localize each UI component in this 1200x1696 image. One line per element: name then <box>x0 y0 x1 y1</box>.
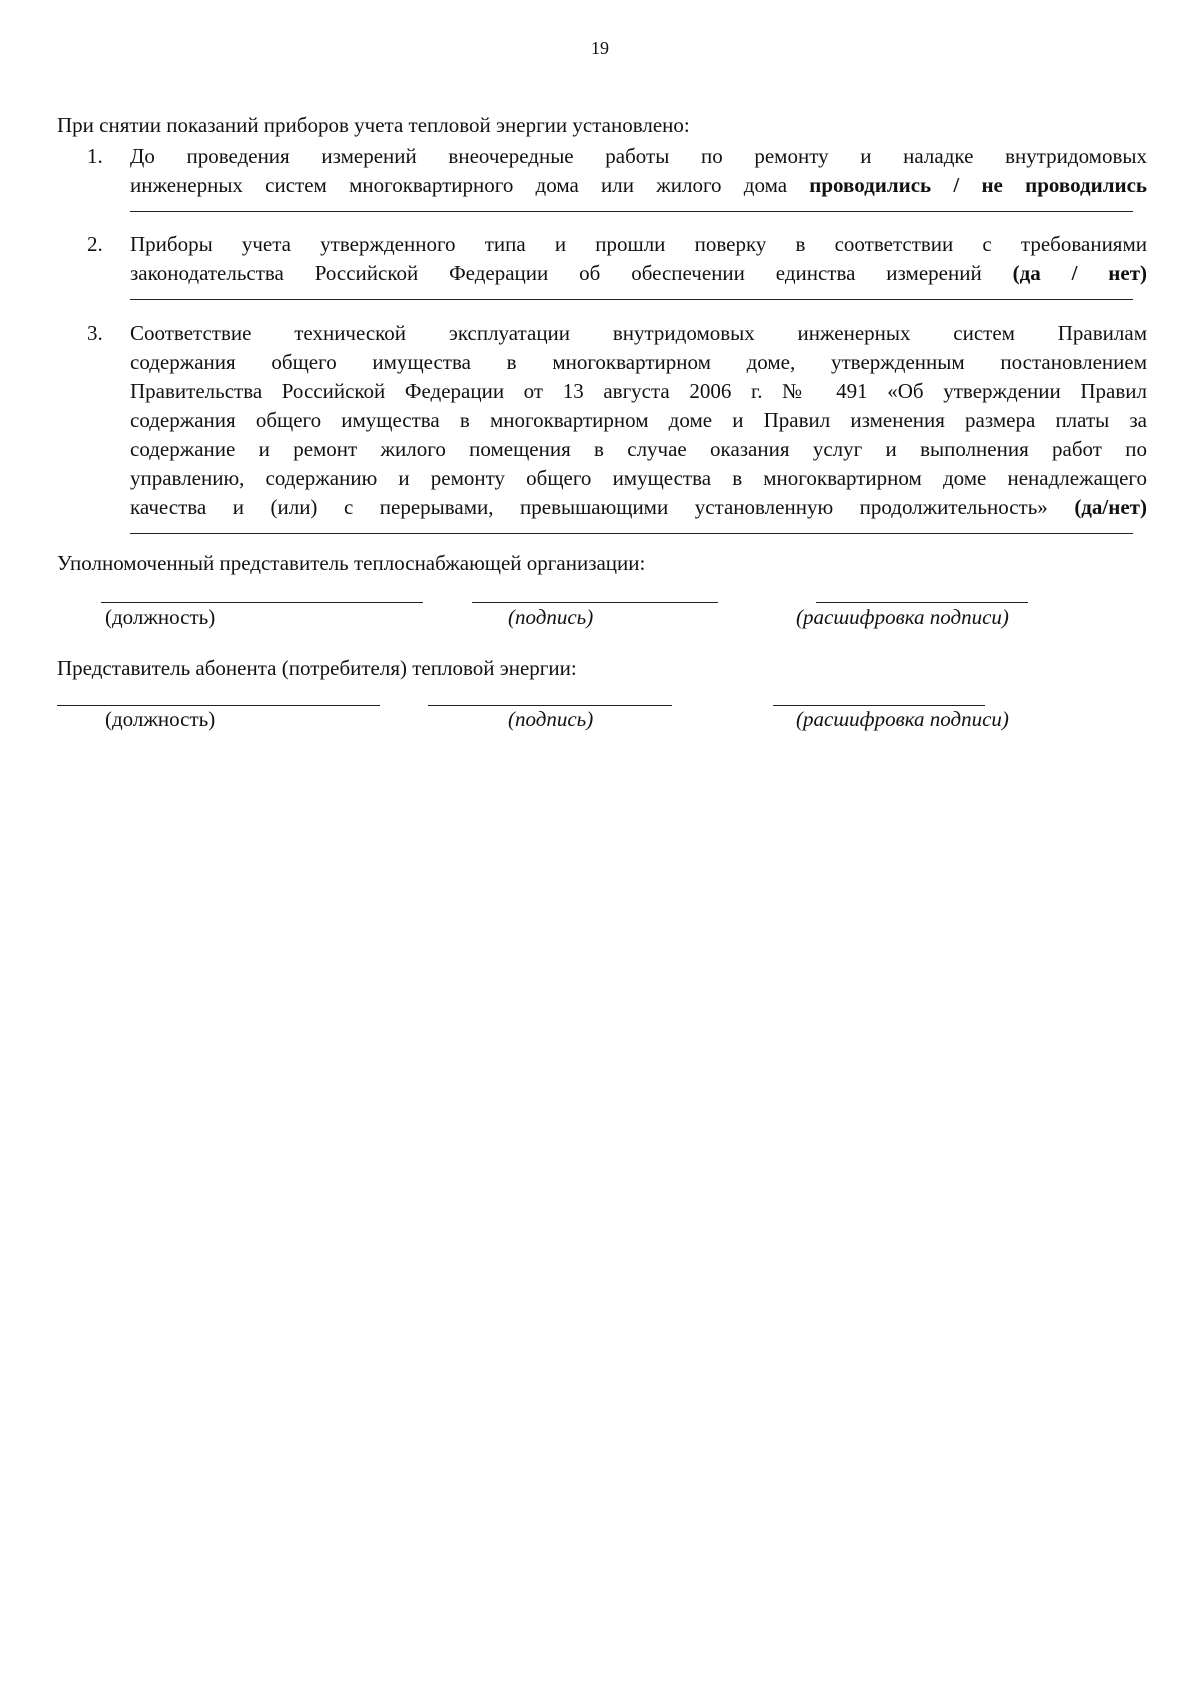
item-line: Соответствие технической эксплуатации внутридомовых инженерных систем Правилам <box>130 321 1147 345</box>
item-line: управлению, содержанию и ремонту общего имущества в многоквартирном доме ненадлежащего <box>130 466 1147 490</box>
item-line-text: качества и (или) с перерывами, превышающими установленную продолжительность» <box>130 495 1075 519</box>
answer-line[interactable] <box>130 299 1133 300</box>
consumer-heading: Представитель абонента (потребителя) тепловой энергии: <box>57 656 577 680</box>
item-line: содержание и ремонт жилого помещения в случае оказания услуг и выполнения работ по <box>130 437 1147 461</box>
supplier-signature-line[interactable] <box>472 602 718 603</box>
item-line: Приборы учета утвержденного типа и прошли поверку в соответствии с требованиями <box>130 232 1147 256</box>
item-line <box>130 259 1147 288</box>
item-line-text: инженерных систем многоквартирного дома или жилого дома <box>130 173 810 197</box>
answer-options: (да / нет) <box>1012 261 1148 285</box>
item-line: содержания общего имущества в многоквартирном доме, утвержденным постановлением <box>130 350 1147 374</box>
list-item <box>87 230 1147 300</box>
supplier-decoding-line[interactable] <box>816 602 1028 603</box>
intro-text: При снятии показаний приборов учета тепловой энергии установлено: <box>57 113 690 137</box>
item-number: 1. <box>87 144 103 168</box>
consumer-decoding-caption: (расшифровка подписи) <box>796 707 1009 731</box>
item-line <box>130 171 1147 200</box>
item-line: Правительства Российской Федерации от 13 августа 2006 г. № 491 «Об утверждении Правил <box>130 379 1147 403</box>
answer-line[interactable] <box>130 533 1133 534</box>
item-line: До проведения измерений внеочередные работы по ремонту и наладке внутридомовых <box>130 144 1147 168</box>
consumer-position-caption: (должность) <box>105 707 216 731</box>
item-number: 2. <box>87 232 103 256</box>
answer-options: (да/нет) <box>1074 495 1147 519</box>
item-number: 3. <box>87 321 103 345</box>
consumer-decoding-line[interactable] <box>773 705 985 706</box>
answer-line[interactable] <box>130 211 1133 212</box>
supplier-decoding-caption: (расшифровка подписи) <box>796 605 1009 629</box>
supplier-position-line[interactable] <box>101 602 423 603</box>
item-line <box>130 493 1147 522</box>
list-item <box>87 319 1147 534</box>
findings-list <box>87 142 1147 534</box>
consumer-signature-line[interactable] <box>428 705 672 706</box>
list-item <box>87 142 1147 212</box>
consumer-position-line[interactable] <box>57 705 380 706</box>
consumer-signature-caption: (подпись) <box>508 707 594 731</box>
supplier-signature-caption: (подпись) <box>508 605 594 629</box>
item-line-text: законодательства Российской Федерации об обеспечении единства измерений <box>130 261 1013 285</box>
supplier-heading: Уполномоченный представитель теплоснабжающей организации: <box>57 551 646 575</box>
page-number: 19 <box>591 38 609 58</box>
supplier-position-caption: (должность) <box>105 605 216 629</box>
item-line: содержания общего имущества в многоквартирном доме и Правил изменения размера платы за <box>130 408 1147 432</box>
answer-options: проводились / не проводились <box>809 173 1147 197</box>
